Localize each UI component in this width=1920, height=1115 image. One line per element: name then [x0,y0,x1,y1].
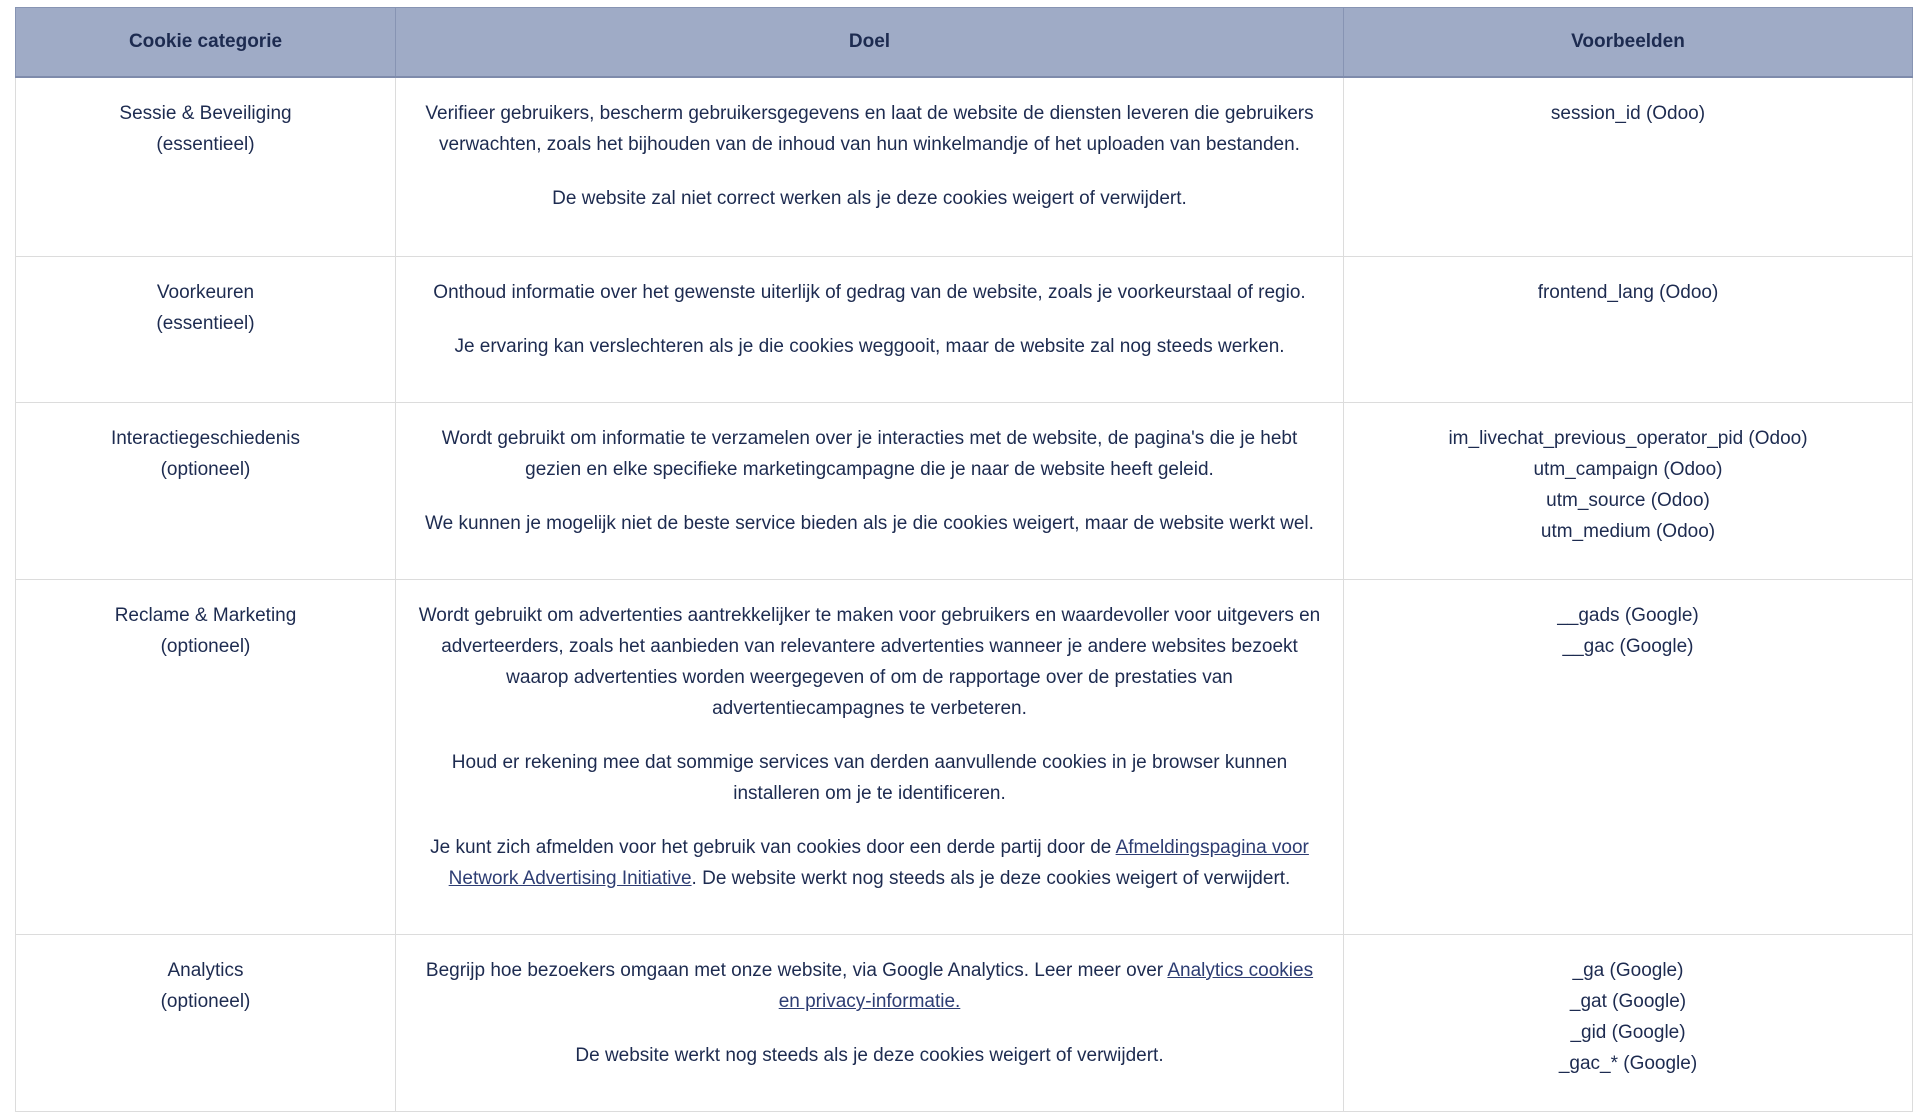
table-header [16,8,1913,78]
example-cookie: _ga (Google) [1572,960,1684,981]
example-cookie: utm_medium (Odoo) [1540,521,1716,542]
example-cookie: __gac (Google) [1562,636,1694,657]
example-cookie: __gads (Google) [1557,605,1699,626]
table-row [16,580,1913,935]
table-row [16,257,1913,403]
category-cell [16,403,396,580]
examples-cell [1344,257,1913,403]
examples-cell [1344,77,1913,257]
purpose-paragraph: Je ervaring kan verslechteren als je die cookies weggooit, maar de website zal nog steeds werken. [454,336,1285,357]
purpose-text: Je kunt zich afmelden voor het gebruik van cookies door een derde partij door de [430,837,1116,858]
example-cookie: _gid (Google) [1570,1022,1686,1043]
example-cookie: frontend_lang (Odoo) [1537,282,1719,303]
purpose-cell [396,257,1344,403]
purpose-text: . De website werkt nog steeds als je deze cookies weigert of verwijdert. [691,868,1291,889]
example-cookie: _gac_* (Google) [1558,1053,1698,1074]
header-cookie-category: Cookie categorie [16,8,396,78]
cookie-policy-table [15,7,1913,1112]
category-cell [16,935,396,1112]
example-cookie: utm_campaign (Odoo) [1533,459,1723,480]
examples-cell [1344,403,1913,580]
nai-opt-out-link[interactable]: Afmeldingspagina voor Network Advertising Initiative [448,837,1309,889]
category-cell [16,580,396,935]
purpose-paragraph: Wordt gebruikt om informatie te verzamelen over je interacties met de website, de pagina's die je hebt gezien en elke specifieke marketingcampagne die je naar de website heeft geleid. [441,428,1298,480]
purpose-text: Begrijp hoe bezoekers omgaan met onze website, via Google Analytics. Leer meer over [425,960,1168,981]
purpose-cell [396,580,1344,935]
example-cookie: session_id (Odoo) [1550,103,1706,124]
category-type: (optioneel) [160,636,251,657]
category-name: Analytics [167,960,244,981]
header-purpose: Doel [396,8,1344,78]
header-examples: Voorbeelden [1344,8,1913,78]
purpose-paragraph: De website werkt nog steeds als je deze cookies weigert of verwijdert. [575,1045,1164,1066]
category-name: Reclame & Marketing [114,605,297,626]
table-row [16,77,1913,257]
category-type: (essentieel) [156,134,255,155]
purpose-paragraph: We kunnen je mogelijk niet de beste service bieden als je die cookies weigert, maar de website werkt wel. [425,513,1314,534]
purpose-paragraph-with-link [418,955,1321,1017]
examples-cell [1344,580,1913,935]
purpose-paragraph: Verifieer gebruikers, bescherm gebruikersgegevens en laat de website de diensten leveren die gebruikers verwachten, zoals het bijhouden van de inhoud van hun winkelmandje of het uploaden van bestanden. [425,103,1314,155]
purpose-paragraph: Houd er rekening mee dat sommige services van derden aanvullende cookies in je browser kunnen installeren om je te identificeren. [451,752,1288,804]
header-row [16,8,1913,78]
category-type: (essentieel) [156,313,255,334]
purpose-paragraph: Onthoud informatie over het gewenste uiterlijk of gedrag van de website, zoals je voorkeurstaal of regio. [433,282,1306,303]
example-cookie: _gat (Google) [1569,991,1687,1012]
category-cell [16,77,396,257]
table-row [16,403,1913,580]
category-cell [16,257,396,403]
table-row [16,935,1913,1112]
table-body [16,77,1913,1112]
category-name: Voorkeuren [156,282,255,303]
purpose-paragraph-with-link [418,832,1321,894]
purpose-paragraph: Wordt gebruikt om advertenties aantrekkelijker te maken voor gebruikers en waardevoller voor uitgevers en adverteerders, zoals het aanbieden van relevantere advertenties wanneer je andere websites bezoekt waarop advertenties worden weergegeven of om de rapportage over de prestaties van advertentiecampagnes te verbeteren. [418,605,1321,719]
purpose-paragraph: De website zal niet correct werken als je deze cookies weigert of verwijdert. [552,188,1187,209]
purpose-cell [396,403,1344,580]
category-type: (optioneel) [160,991,251,1012]
examples-cell [1344,935,1913,1112]
cookie-policy-table-wrapper [15,7,1912,1112]
category-type: (optioneel) [160,459,251,480]
category-name: Interactiegeschiedenis [110,428,301,449]
analytics-privacy-link[interactable]: Analytics cookies en privacy-informatie. [778,960,1314,1012]
purpose-cell [396,935,1344,1112]
category-name: Sessie & Beveiliging [119,103,292,124]
example-cookie: utm_source (Odoo) [1546,490,1710,511]
example-cookie: im_livechat_previous_operator_pid (Odoo) [1448,428,1808,449]
purpose-cell [396,77,1344,257]
